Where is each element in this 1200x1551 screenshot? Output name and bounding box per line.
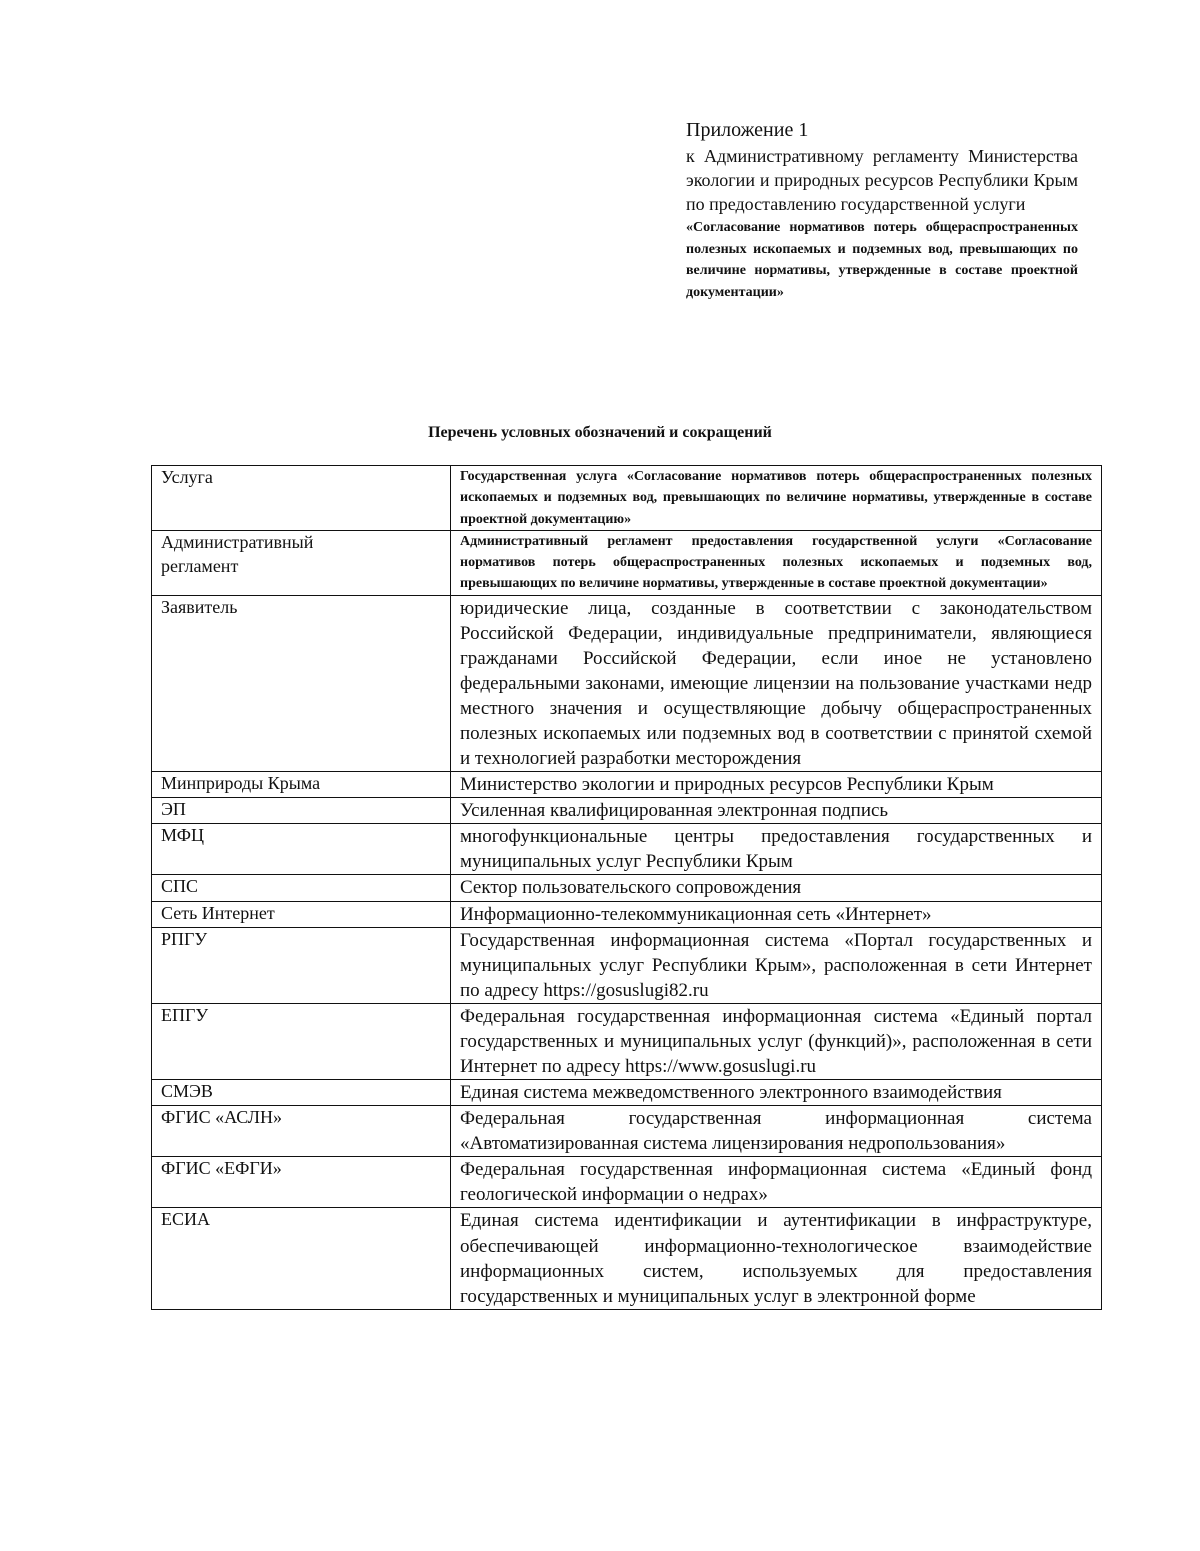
- term-cell: [152, 530, 451, 595]
- definition-text: Государственная информационная система «Портал государственных и муниципальных услуг Республики Крым», расположенная в сети Интернет по адресу https://gosuslugi82.ru: [460, 929, 1092, 1001]
- definition-cell: [451, 595, 1102, 772]
- term-text: СМЭВ: [161, 1081, 213, 1102]
- table-row: [152, 772, 1102, 798]
- term-text: СПС: [161, 876, 199, 897]
- term-cell: [152, 798, 451, 824]
- term-text: Сеть Интернет: [161, 902, 275, 923]
- definition-cell: [451, 1080, 1102, 1106]
- definition-cell: [451, 927, 1102, 1003]
- abbreviations-table: [151, 465, 1102, 1310]
- term-cell: [152, 595, 451, 772]
- term-cell: [152, 1003, 451, 1079]
- term-cell: [152, 1157, 451, 1208]
- definition-text: Федеральная государственная информационная система «Единый фонд геологической информации о недрах»: [460, 1159, 1092, 1206]
- annex-reference: к Административному регламенту Министерства экологии и природных ресурсов Республики Крым по предоставлению государственной услуги: [686, 146, 1078, 214]
- table-row: [152, 1080, 1102, 1106]
- table-row: [152, 927, 1102, 1003]
- table-row: [152, 875, 1102, 901]
- table-row: [152, 798, 1102, 824]
- definition-text: Федеральная государственная информационная система «Единый портал государственных и муниципальных услуг (функций)», расположенная в сети Интернет по адресу https://www.gosuslugi.ru: [460, 1005, 1092, 1077]
- definition-cell: [451, 1003, 1102, 1079]
- definition-cell: [451, 875, 1102, 901]
- annex-service-name: «Согласование нормативов потерь общераспространенных полезных ископаемых и подземных вод, превышающих по величине нормативы, утвержденные в составе проектной документации»: [686, 219, 1078, 301]
- definition-cell: [451, 1157, 1102, 1208]
- definition-text: многофункциональные центры предоставления государственных и муниципальных услуг Республики Крым: [460, 826, 1092, 873]
- term-text: ЕСИА: [161, 1209, 210, 1230]
- document-title: Перечень условных обозначений и сокращений: [428, 424, 772, 441]
- term-cell: [152, 466, 451, 531]
- table-row: [152, 530, 1102, 595]
- term-cell: [152, 824, 451, 875]
- term-cell: [152, 901, 451, 927]
- term-text: ФГИС «ЕФГИ»: [161, 1158, 282, 1179]
- definition-cell: [451, 466, 1102, 531]
- table-row: [152, 1106, 1102, 1157]
- definition-cell: [451, 1106, 1102, 1157]
- annex-header: [686, 118, 1078, 304]
- definition-text: Единая система межведомственного электронного взаимодействия: [460, 1082, 1002, 1104]
- definition-text: Федеральная государственная информационная система «Автоматизированная система лицензирования недропользования»: [460, 1108, 1092, 1155]
- term-text: Услуга: [161, 467, 213, 487]
- definition-text: Государственная услуга «Согласование нормативов потерь общераспространенных полезных ископаемых и подземных вод, превышающих по величине нормативы, утвержденные в составе проектной документацию»: [460, 469, 1092, 527]
- definition-cell: [451, 824, 1102, 875]
- term-cell: [152, 875, 451, 901]
- table-row: [152, 466, 1102, 531]
- annex-number: Приложение 1: [686, 119, 809, 141]
- table-row: [152, 1003, 1102, 1079]
- table-row: [152, 1208, 1102, 1309]
- definition-text: юридические лица, созданные в соответствии с законодательством Российской Федерации, индивидуальные предприниматели, являющиеся гражданами Российской Федерации, если иное не установлено федеральными законами, имеющие лицензии на пользование участками недр местного значения и осуществляющие добычу общераспространенных полезных ископаемых или подземных вод в соответствии с принятой схемой и технологией разработки месторождения: [460, 597, 1092, 770]
- term-text: РПГУ: [161, 928, 208, 949]
- definition-text: Единая система идентификации и аутентификации в инфраструктуре, обеспечивающей информационно-технологическое взаимодействие информационных систем, используемых для предоставления государственных и муниципальных услуг в электронной форме: [460, 1210, 1092, 1307]
- term-text: ЕПГУ: [161, 1004, 209, 1025]
- definition-cell: [451, 901, 1102, 927]
- term-text: Минприроды Крыма: [161, 773, 321, 794]
- term-text: ФГИС «АСЛН»: [161, 1107, 282, 1128]
- table-row: [152, 595, 1102, 772]
- definition-cell: [451, 772, 1102, 798]
- definition-text: Административный регламент предоставления государственной услуги «Согласование нормативов потерь общераспространенных полезных ископаемых и подземных вод, превышающих по величине нормативы, утвержденные в составе проектной документации»: [460, 533, 1092, 592]
- term-cell: [152, 1208, 451, 1309]
- definition-text: Министерство экологии и природных ресурсов Республики Крым: [460, 774, 994, 796]
- definition-cell: [451, 530, 1102, 595]
- table-row: [152, 1157, 1102, 1208]
- table-row: [152, 824, 1102, 875]
- term-cell: [152, 772, 451, 798]
- term-cell: [152, 1080, 451, 1106]
- term-text: ЭП: [161, 799, 186, 820]
- definition-text: Усиленная квалифицированная электронная подпись: [460, 800, 889, 822]
- definition-cell: [451, 1208, 1102, 1309]
- term-cell: [152, 1106, 451, 1157]
- term-cell: [152, 927, 451, 1003]
- definition-cell: [451, 798, 1102, 824]
- definition-text: Информационно-телекоммуникационная сеть «Интернет»: [460, 903, 932, 925]
- term-text: МФЦ: [161, 825, 204, 846]
- definition-text: Сектор пользовательского сопровождения: [460, 877, 802, 899]
- term-text: Административный регламент: [161, 531, 314, 576]
- table-row: [152, 901, 1102, 927]
- term-text: Заявитель: [161, 596, 238, 617]
